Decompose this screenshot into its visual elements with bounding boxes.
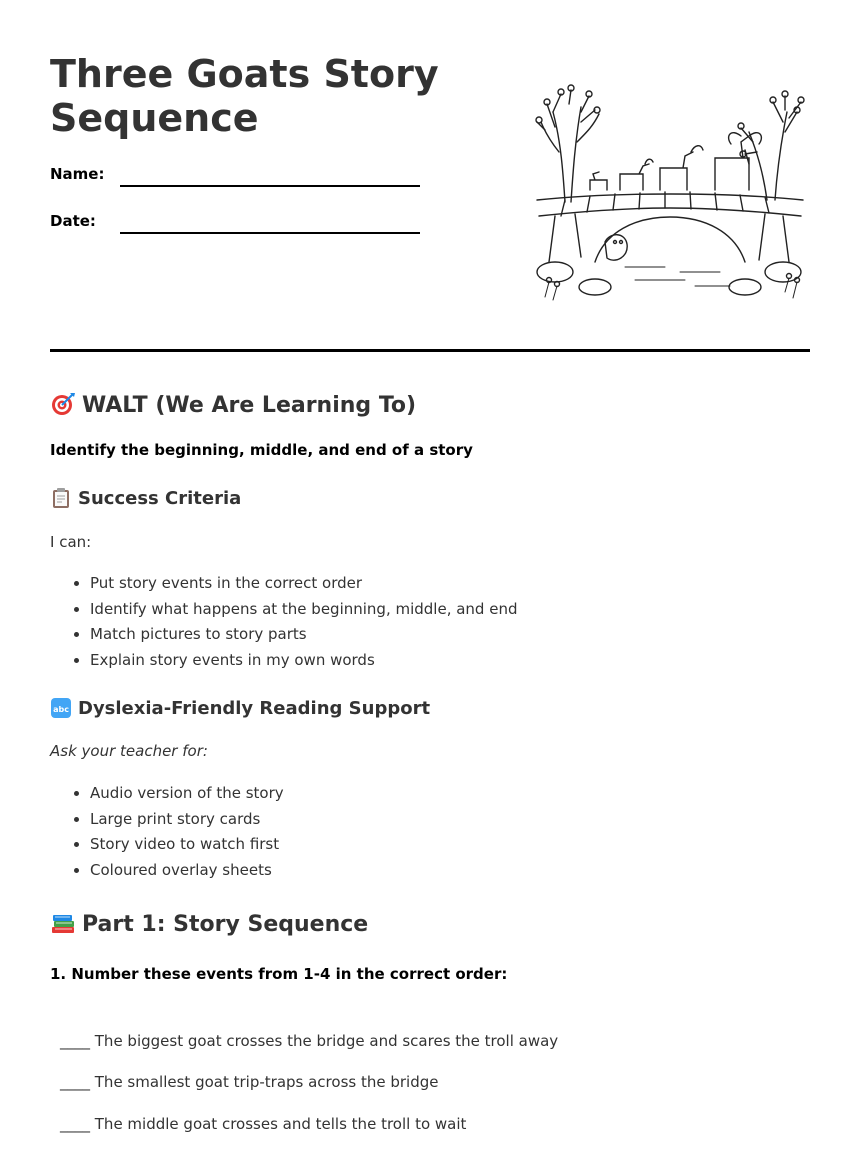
- walt-heading: [50, 391, 416, 418]
- part1-heading-text: Part 1: Story Sequence: [82, 912, 369, 937]
- success-criteria-list: [50, 571, 517, 674]
- list-item: • Match pictures to story parts: [90, 622, 517, 648]
- target-icon: [50, 391, 76, 417]
- name-field[interactable]: [50, 165, 420, 195]
- part1-heading: [50, 910, 368, 937]
- sequence-event[interactable]: ____ The biggest goat crosses the bridge and scares the troll away: [60, 1032, 559, 1050]
- list-item: • Explain story events in my own words: [90, 648, 517, 674]
- part1-question: 1. Number these events from 1-4 in the correct order:: [50, 965, 508, 983]
- abc-icon: [50, 697, 72, 719]
- list-item: • Coloured overlay sheets: [90, 858, 284, 884]
- sequence-event[interactable]: ____ The smallest goat trip-traps across the bridge: [60, 1073, 439, 1091]
- walt-objective: Identify the beginning, middle, and end of a story: [50, 441, 473, 459]
- name-answer-line[interactable]: [120, 185, 420, 187]
- reading-support-list: [50, 781, 284, 884]
- success-criteria-heading: [50, 487, 241, 509]
- date-field[interactable]: [50, 212, 420, 242]
- date-answer-line[interactable]: [120, 232, 420, 234]
- reading-support-heading-text: Dyslexia-Friendly Reading Support: [78, 698, 431, 719]
- success-criteria-heading-text: Success Criteria: [78, 488, 242, 509]
- goats-on-bridge-illustration: [535, 82, 805, 307]
- name-label: Name:: [50, 165, 105, 183]
- books-icon: [50, 910, 76, 936]
- date-label: Date:: [50, 212, 96, 230]
- page-title: Three Goats Story Sequence: [50, 52, 439, 140]
- list-item: • Put story events in the correct order: [90, 571, 517, 597]
- sequence-event[interactable]: ____ The middle goat crosses and tells the troll to wait: [60, 1115, 467, 1133]
- svg-text:abc: abc: [53, 705, 69, 714]
- walt-heading-text: WALT (We Are Learning To): [82, 393, 417, 418]
- reading-support-heading: [50, 697, 430, 719]
- list-item: • Audio version of the story: [90, 781, 284, 807]
- list-item: • Story video to watch first: [90, 832, 284, 858]
- success-criteria-intro: I can:: [50, 533, 92, 551]
- reading-support-intro: Ask your teacher for:: [50, 742, 208, 760]
- list-item: • Large print story cards: [90, 807, 284, 833]
- list-item: • Identify what happens at the beginning, middle, and end: [90, 597, 517, 623]
- section-divider: [50, 349, 810, 352]
- clipboard-icon: [50, 487, 72, 509]
